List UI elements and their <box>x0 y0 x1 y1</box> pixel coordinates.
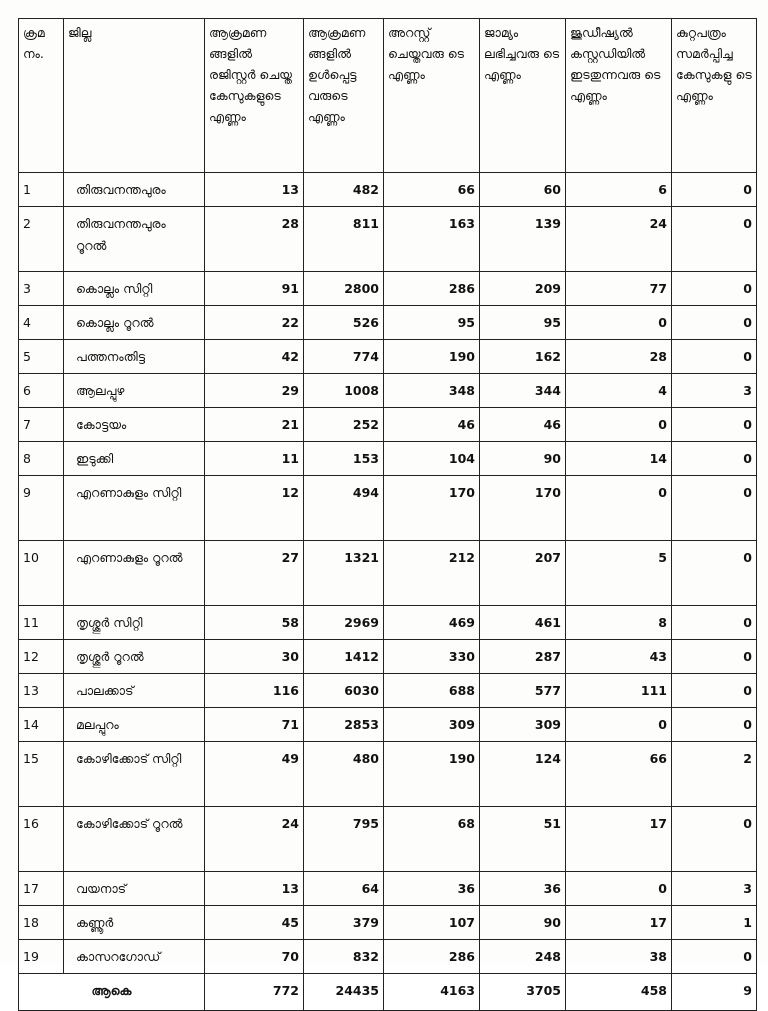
bail-granted-cell: 46 <box>480 408 566 442</box>
table-row <box>19 742 757 807</box>
bail-granted-cell: 90 <box>480 906 566 940</box>
table-row <box>19 807 757 872</box>
persons-involved-cell: 832 <box>304 940 384 974</box>
table-row <box>19 207 757 272</box>
persons-involved-cell: 64 <box>304 872 384 906</box>
arrested-cell: 163 <box>384 207 480 272</box>
chargesheet-filed-cell: 3 <box>672 872 757 906</box>
total-arrested: 4163 <box>384 974 480 1011</box>
chargesheet-filed-cell: 1 <box>672 906 757 940</box>
table-row <box>19 306 757 340</box>
judicial-custody-cell: 14 <box>566 442 672 476</box>
district-name-cell: കോഴിക്കോട് സിറ്റി <box>64 742 205 807</box>
table-row <box>19 606 757 640</box>
header-persons-involved: ആക്രമണ ങ്ങളിൽ ഉൾപ്പെട്ട വരുടെ എണ്ണം <box>304 19 384 173</box>
arrested-cell: 104 <box>384 442 480 476</box>
header-district: ജില്ല <box>64 19 205 173</box>
bail-granted-cell: 170 <box>480 476 566 541</box>
serial-number-cell: 4 <box>19 306 64 340</box>
judicial-custody-cell: 111 <box>566 674 672 708</box>
arrested-cell: 170 <box>384 476 480 541</box>
persons-involved-cell: 526 <box>304 306 384 340</box>
arrested-cell: 66 <box>384 173 480 207</box>
header-row <box>19 19 757 173</box>
district-name-cell: കാസറഗോഡ് <box>64 940 205 974</box>
persons-involved-cell: 494 <box>304 476 384 541</box>
header-bail-granted: ജാമ്യം ലഭിച്ചവരു ടെ എണ്ണം <box>480 19 566 173</box>
registered-cases-cell: 45 <box>205 906 304 940</box>
judicial-custody-cell: 17 <box>566 906 672 940</box>
serial-number-cell: 11 <box>19 606 64 640</box>
district-name-cell: കൊല്ലം റൂറൽ <box>64 306 205 340</box>
arrested-cell: 190 <box>384 340 480 374</box>
arrested-cell: 212 <box>384 541 480 606</box>
persons-involved-cell: 795 <box>304 807 384 872</box>
serial-number-cell: 9 <box>19 476 64 541</box>
table-row <box>19 674 757 708</box>
judicial-custody-cell: 0 <box>566 476 672 541</box>
arrested-cell: 46 <box>384 408 480 442</box>
registered-cases-cell: 22 <box>205 306 304 340</box>
table-row <box>19 408 757 442</box>
serial-number-cell: 15 <box>19 742 64 807</box>
arrested-cell: 286 <box>384 940 480 974</box>
chargesheet-filed-cell: 0 <box>672 207 757 272</box>
chargesheet-filed-cell: 0 <box>672 340 757 374</box>
chargesheet-filed-cell: 2 <box>672 742 757 807</box>
bail-granted-cell: 162 <box>480 340 566 374</box>
persons-involved-cell: 1008 <box>304 374 384 408</box>
persons-involved-cell: 153 <box>304 442 384 476</box>
judicial-custody-cell: 0 <box>566 306 672 340</box>
total-label: ആകെ <box>19 974 205 1011</box>
table-row <box>19 708 757 742</box>
table-row <box>19 173 757 207</box>
registered-cases-cell: 70 <box>205 940 304 974</box>
registered-cases-cell: 11 <box>205 442 304 476</box>
judicial-custody-cell: 77 <box>566 272 672 306</box>
persons-involved-cell: 252 <box>304 408 384 442</box>
total-chargesheet: 9 <box>672 974 757 1011</box>
registered-cases-cell: 71 <box>205 708 304 742</box>
chargesheet-filed-cell: 0 <box>672 640 757 674</box>
bail-granted-cell: 95 <box>480 306 566 340</box>
persons-involved-cell: 1412 <box>304 640 384 674</box>
serial-number-cell: 18 <box>19 906 64 940</box>
chargesheet-filed-cell: 0 <box>672 541 757 606</box>
chargesheet-filed-cell: 0 <box>672 173 757 207</box>
registered-cases-cell: 42 <box>205 340 304 374</box>
district-name-cell: കോഴിക്കോട് റൂറൽ <box>64 807 205 872</box>
judicial-custody-cell: 43 <box>566 640 672 674</box>
arrested-cell: 36 <box>384 872 480 906</box>
serial-number-cell: 12 <box>19 640 64 674</box>
table-row <box>19 442 757 476</box>
district-name-cell: എറണാകുളം സിറ്റി <box>64 476 205 541</box>
persons-involved-cell: 811 <box>304 207 384 272</box>
judicial-custody-cell: 5 <box>566 541 672 606</box>
arrested-cell: 688 <box>384 674 480 708</box>
bail-granted-cell: 461 <box>480 606 566 640</box>
bail-granted-cell: 60 <box>480 173 566 207</box>
registered-cases-cell: 116 <box>205 674 304 708</box>
total-row <box>19 974 757 1011</box>
chargesheet-filed-cell: 0 <box>672 606 757 640</box>
bail-granted-cell: 577 <box>480 674 566 708</box>
bail-granted-cell: 344 <box>480 374 566 408</box>
bail-granted-cell: 36 <box>480 872 566 906</box>
header-arrested: അറസ്റ്റ് ചെയ്തവരു ടെ എണ്ണം <box>384 19 480 173</box>
district-name-cell: തിരുവനന്തപുരം <box>64 173 205 207</box>
registered-cases-cell: 30 <box>205 640 304 674</box>
serial-number-cell: 1 <box>19 173 64 207</box>
judicial-custody-cell: 38 <box>566 940 672 974</box>
arrested-cell: 95 <box>384 306 480 340</box>
arrested-cell: 107 <box>384 906 480 940</box>
judicial-custody-cell: 17 <box>566 807 672 872</box>
table-row <box>19 541 757 606</box>
district-name-cell: കൊല്ലം സിറ്റി <box>64 272 205 306</box>
district-name-cell: മലപ്പുറം <box>64 708 205 742</box>
serial-number-cell: 16 <box>19 807 64 872</box>
header-registered-cases: ആക്രമണ ങ്ങളിൽ രജിസ്റ്റർ ചെയ്ത കേസുകളുടെ എണ്ണം <box>205 19 304 173</box>
serial-number-cell: 6 <box>19 374 64 408</box>
table-row <box>19 340 757 374</box>
serial-number-cell: 10 <box>19 541 64 606</box>
table-row <box>19 640 757 674</box>
chargesheet-filed-cell: 0 <box>672 940 757 974</box>
bail-granted-cell: 124 <box>480 742 566 807</box>
registered-cases-cell: 49 <box>205 742 304 807</box>
registered-cases-cell: 12 <box>205 476 304 541</box>
table-row <box>19 906 757 940</box>
bail-granted-cell: 90 <box>480 442 566 476</box>
registered-cases-cell: 21 <box>205 408 304 442</box>
district-name-cell: കോട്ടയം <box>64 408 205 442</box>
chargesheet-filed-cell: 0 <box>672 408 757 442</box>
header-judicial-custody: ജുഡീഷ്യൽ കസ്റ്റഡിയിൽ ഇടതുന്നവരു ടെ എണ്ണം <box>566 19 672 173</box>
registered-cases-cell: 91 <box>205 272 304 306</box>
persons-involved-cell: 482 <box>304 173 384 207</box>
header-chargesheet-filed: കുറ്റപത്രം സമർപ്പിച്ച കേസുകളു ടെ എണ്ണം <box>672 19 757 173</box>
registered-cases-cell: 58 <box>205 606 304 640</box>
district-name-cell: വയനാട് <box>64 872 205 906</box>
chargesheet-filed-cell: 0 <box>672 708 757 742</box>
registered-cases-cell: 27 <box>205 541 304 606</box>
arrested-cell: 286 <box>384 272 480 306</box>
persons-involved-cell: 774 <box>304 340 384 374</box>
persons-involved-cell: 2853 <box>304 708 384 742</box>
serial-number-cell: 2 <box>19 207 64 272</box>
persons-involved-cell: 480 <box>304 742 384 807</box>
bail-granted-cell: 51 <box>480 807 566 872</box>
district-name-cell: തൃശ്ശൂർ സിറ്റി <box>64 606 205 640</box>
table-row <box>19 940 757 974</box>
registered-cases-cell: 29 <box>205 374 304 408</box>
district-name-cell: ഇടുക്കി <box>64 442 205 476</box>
district-name-cell: പാലക്കാട് <box>64 674 205 708</box>
bail-granted-cell: 207 <box>480 541 566 606</box>
serial-number-cell: 13 <box>19 674 64 708</box>
chargesheet-filed-cell: 0 <box>672 476 757 541</box>
serial-number-cell: 17 <box>19 872 64 906</box>
total-custody: 458 <box>566 974 672 1011</box>
arrested-cell: 68 <box>384 807 480 872</box>
district-name-cell: പത്തനംതിട്ട <box>64 340 205 374</box>
registered-cases-cell: 24 <box>205 807 304 872</box>
total-bail: 3705 <box>480 974 566 1011</box>
serial-number-cell: 7 <box>19 408 64 442</box>
bail-granted-cell: 309 <box>480 708 566 742</box>
registered-cases-cell: 13 <box>205 872 304 906</box>
serial-number-cell: 3 <box>19 272 64 306</box>
district-statistics-table <box>18 18 757 1011</box>
district-name-cell: കണ്ണൂർ <box>64 906 205 940</box>
bail-granted-cell: 248 <box>480 940 566 974</box>
arrested-cell: 190 <box>384 742 480 807</box>
persons-involved-cell: 2969 <box>304 606 384 640</box>
judicial-custody-cell: 28 <box>566 340 672 374</box>
district-name-cell: എറണാകുളം റൂറൽ <box>64 541 205 606</box>
judicial-custody-cell: 66 <box>566 742 672 807</box>
chargesheet-filed-cell: 0 <box>672 272 757 306</box>
arrested-cell: 330 <box>384 640 480 674</box>
bail-granted-cell: 209 <box>480 272 566 306</box>
arrested-cell: 348 <box>384 374 480 408</box>
judicial-custody-cell: 0 <box>566 708 672 742</box>
table-row <box>19 272 757 306</box>
judicial-custody-cell: 8 <box>566 606 672 640</box>
serial-number-cell: 19 <box>19 940 64 974</box>
judicial-custody-cell: 24 <box>566 207 672 272</box>
serial-number-cell: 14 <box>19 708 64 742</box>
chargesheet-filed-cell: 0 <box>672 442 757 476</box>
judicial-custody-cell: 6 <box>566 173 672 207</box>
arrested-cell: 469 <box>384 606 480 640</box>
header-serial-number: ക്രമ നം. <box>19 19 64 173</box>
judicial-custody-cell: 0 <box>566 408 672 442</box>
total-involved: 24435 <box>304 974 384 1011</box>
persons-involved-cell: 2800 <box>304 272 384 306</box>
persons-involved-cell: 379 <box>304 906 384 940</box>
arrested-cell: 309 <box>384 708 480 742</box>
table-body <box>19 173 757 974</box>
table-row <box>19 374 757 408</box>
registered-cases-cell: 28 <box>205 207 304 272</box>
table-row <box>19 476 757 541</box>
judicial-custody-cell: 0 <box>566 872 672 906</box>
total-cases: 772 <box>205 974 304 1011</box>
chargesheet-filed-cell: 0 <box>672 674 757 708</box>
table-row <box>19 872 757 906</box>
chargesheet-filed-cell: 0 <box>672 306 757 340</box>
persons-involved-cell: 6030 <box>304 674 384 708</box>
bail-granted-cell: 287 <box>480 640 566 674</box>
serial-number-cell: 5 <box>19 340 64 374</box>
district-name-cell: തിരുവനന്തപുരം റൂറൽ <box>64 207 205 272</box>
district-name-cell: തൃശ്ശൂർ റൂറൽ <box>64 640 205 674</box>
district-name-cell: ആലപ്പുഴ <box>64 374 205 408</box>
persons-involved-cell: 1321 <box>304 541 384 606</box>
judicial-custody-cell: 4 <box>566 374 672 408</box>
chargesheet-filed-cell: 0 <box>672 807 757 872</box>
chargesheet-filed-cell: 3 <box>672 374 757 408</box>
registered-cases-cell: 13 <box>205 173 304 207</box>
bail-granted-cell: 139 <box>480 207 566 272</box>
serial-number-cell: 8 <box>19 442 64 476</box>
